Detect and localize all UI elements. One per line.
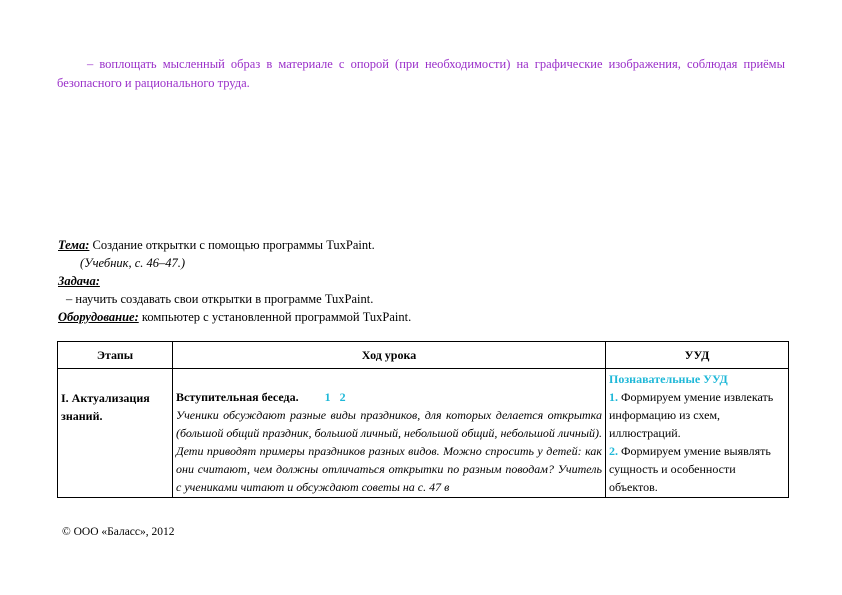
intro-text: – воплощать мысленный образ в материале с опорой (при необходимости) на графические изображения, соблюдая приёмы безопасного и рационального труда. xyxy=(57,57,785,90)
copyright-footer: © ООО «Баласс», 2012 xyxy=(62,526,175,538)
textbook-reference: (Учебник, с. 46–47.) xyxy=(80,256,186,270)
stage-cell: I. Актуализация знаний. xyxy=(58,369,173,498)
uud-2-text: Формируем умение выявлять сущность и особенности объектов. xyxy=(609,444,771,494)
topic-line xyxy=(58,236,778,254)
equipment-label: Оборудование: xyxy=(58,310,139,324)
table-row xyxy=(58,369,789,498)
header-uud: УУД xyxy=(606,342,789,369)
course-body: Ученики обсуждают разные виды праздников, для которых делается открытка (большой общий праздник, большой личный, небольшой общий, небольшой личный). Дети приводят примеры праздников разных видов. Можно спросить у детей: как они считают, чем должны отличаться открытки по разным поводам? Учитель с учениками читают и обсуждают советы на с. 47 в xyxy=(176,408,602,494)
uud-title: Познавательные УУД xyxy=(609,372,728,386)
course-heading: Вступительная беседа. xyxy=(176,390,299,404)
topic-value: Создание открытки с помощью программы TuxPaint. xyxy=(92,238,375,252)
intro-paragraph xyxy=(57,55,785,93)
course-heading-line xyxy=(176,370,602,406)
header-stages: Этапы xyxy=(58,342,173,369)
task-line xyxy=(58,272,778,290)
table-header-row xyxy=(58,342,789,369)
uud-cell xyxy=(606,369,789,498)
uud-1-num: 1. xyxy=(609,390,618,404)
uud-1-text: Формируем умение извлекать информацию из схем, иллюстраций. xyxy=(609,390,774,440)
topic-label: Тема: xyxy=(58,238,90,252)
lesson-table xyxy=(57,341,789,498)
course-refs: 1 2 xyxy=(324,390,349,404)
course-cell xyxy=(173,369,606,498)
equipment-line xyxy=(58,308,778,326)
header-course: Ход урока xyxy=(173,342,606,369)
equipment-value: компьютер с установленной программой TuxPaint. xyxy=(141,310,412,324)
lesson-meta xyxy=(58,236,778,326)
task-item: – научить создавать свои открытки в программе TuxPaint. xyxy=(66,292,374,306)
task-label: Задача: xyxy=(58,274,100,288)
uud-2-num: 2. xyxy=(609,444,618,458)
